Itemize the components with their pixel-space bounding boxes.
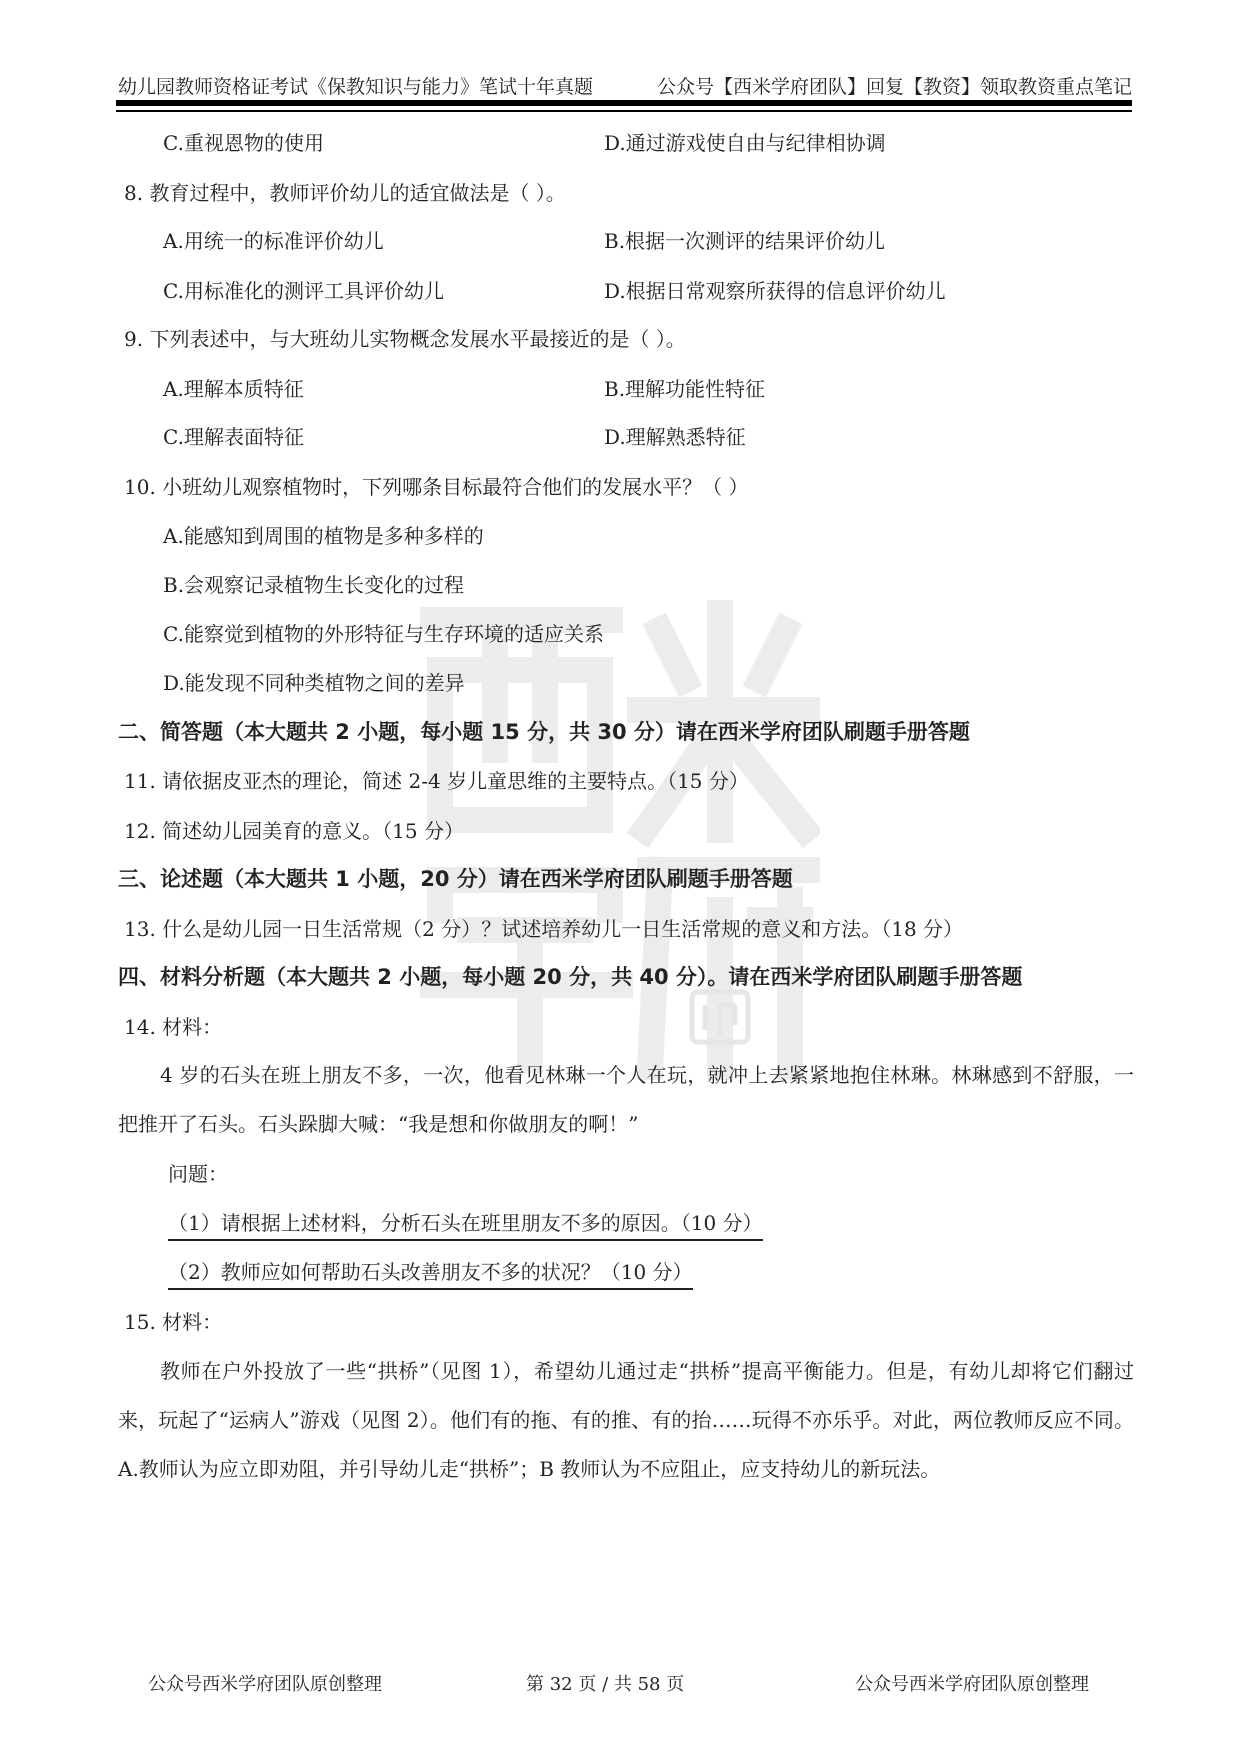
question-stem: 8. 教育过程中，教师评价幼儿的适宜做法是（ ）。 <box>124 181 566 205</box>
questions-label: 问题： <box>168 1162 228 1186</box>
option: B.理解功能性特征 <box>604 377 766 401</box>
question-stem: 14. 材料： <box>124 1015 223 1039</box>
option: D.能发现不同种类植物之间的差异 <box>163 671 465 695</box>
question-stem: 13. 什么是幼儿园一日生活常规（2 分）？试述培养幼儿一日生活常规的意义和方法。（18 分） <box>124 917 964 941</box>
material-text: 教师在户外投放了一些“拱桥”（见图 1），希望幼儿通过走“拱桥”提高平衡能力。但是，有幼儿却将它们翻过来，玩起了“运病人”游戏（见图 2）。他们有的拖、有的推、有的抬……玩得不亦乐乎。对此，两位教师反应不同。 A.教师认为应立即劝阻，并引导幼儿走“拱桥”；B 教师认为不应阻止，应支持幼儿的新玩法。 <box>118 1359 1134 1481</box>
footer-right: 公众号西米学府团队原创整理 <box>855 1674 1089 1695</box>
option: B.根据一次测评的结果评价幼儿 <box>604 229 886 253</box>
section-title: 三、论述题（本大题共 1 小题，20 分）请在西米学府团队刷题手册答题 <box>118 867 793 891</box>
question-stem: 9. 下列表述中，与大班幼儿实物概念发展水平最接近的是（ ）。 <box>124 327 686 351</box>
header-rule-thin <box>116 110 1132 112</box>
option: A.理解本质特征 <box>163 377 304 401</box>
sub-question: （1）请根据上述材料，分析石头在班里朋友不多的原因。（10 分） <box>168 1210 763 1241</box>
header-rule <box>116 100 1132 106</box>
option: C.重视恩物的使用 <box>163 131 324 155</box>
section-title: 二、简答题（本大题共 2 小题，每小题 15 分，共 30 分）请在西米学府团队刷题手册答题 <box>118 720 970 744</box>
question-stem: 12. 简述幼儿园美育的意义。（15 分） <box>124 819 464 843</box>
option: D.通过游戏使自由与纪律相协调 <box>604 131 886 155</box>
question-stem: 11. 请依据皮亚杰的理论，简述 2-4 岁儿童思维的主要特点。（15 分） <box>124 769 749 793</box>
option: D.根据日常观察所获得的信息评价幼儿 <box>604 279 946 303</box>
sub-question: （2）教师应如何帮助石头改善朋友不多的状况？（10 分） <box>168 1259 693 1290</box>
option: A.能感知到周围的植物是多种多样的 <box>163 524 484 548</box>
page-number: 第 32 页 / 共 58 页 <box>526 1674 685 1695</box>
section-title: 四、材料分析题（本大题共 2 小题，每小题 20 分，共 40 分）。请在西米学府团队刷题手册答题 <box>118 965 1023 989</box>
material-text: 4 岁的石头在班上朋友不多，一次，他看见林琳一个人在玩，就冲上去紧紧地抱住林琳。林琳感到不舒服，一把推开了石头。石头跺脚大喊：“我是想和你做朋友的啊！” <box>118 1063 1134 1136</box>
footer-left: 公众号西米学府团队原创整理 <box>148 1674 382 1695</box>
header-title: 幼儿园教师资格证考试《保教知识与能力》笔试十年真题 <box>118 76 594 98</box>
option: C.用标准化的测评工具评价幼儿 <box>163 279 444 303</box>
option: D.理解熟悉特征 <box>604 425 746 449</box>
watermark-glyph-mi <box>640 600 810 830</box>
option: B.会观察记录植物生长变化的过程 <box>163 573 465 597</box>
option: A.用统一的标准评价幼儿 <box>163 229 384 253</box>
header-promo: 公众号【西米学府团队】回复【教资】领取教资重点笔记 <box>656 76 1132 98</box>
question-stem: 10. 小班幼儿观察植物时，下列哪条目标最符合他们的发展水平？（ ） <box>124 475 749 499</box>
option: C.能察觉到植物的外形特征与生存环境的适应关系 <box>163 622 604 646</box>
question-stem: 15. 材料： <box>124 1310 223 1334</box>
watermark-logo <box>420 600 820 1080</box>
option: C.理解表面特征 <box>163 425 304 449</box>
